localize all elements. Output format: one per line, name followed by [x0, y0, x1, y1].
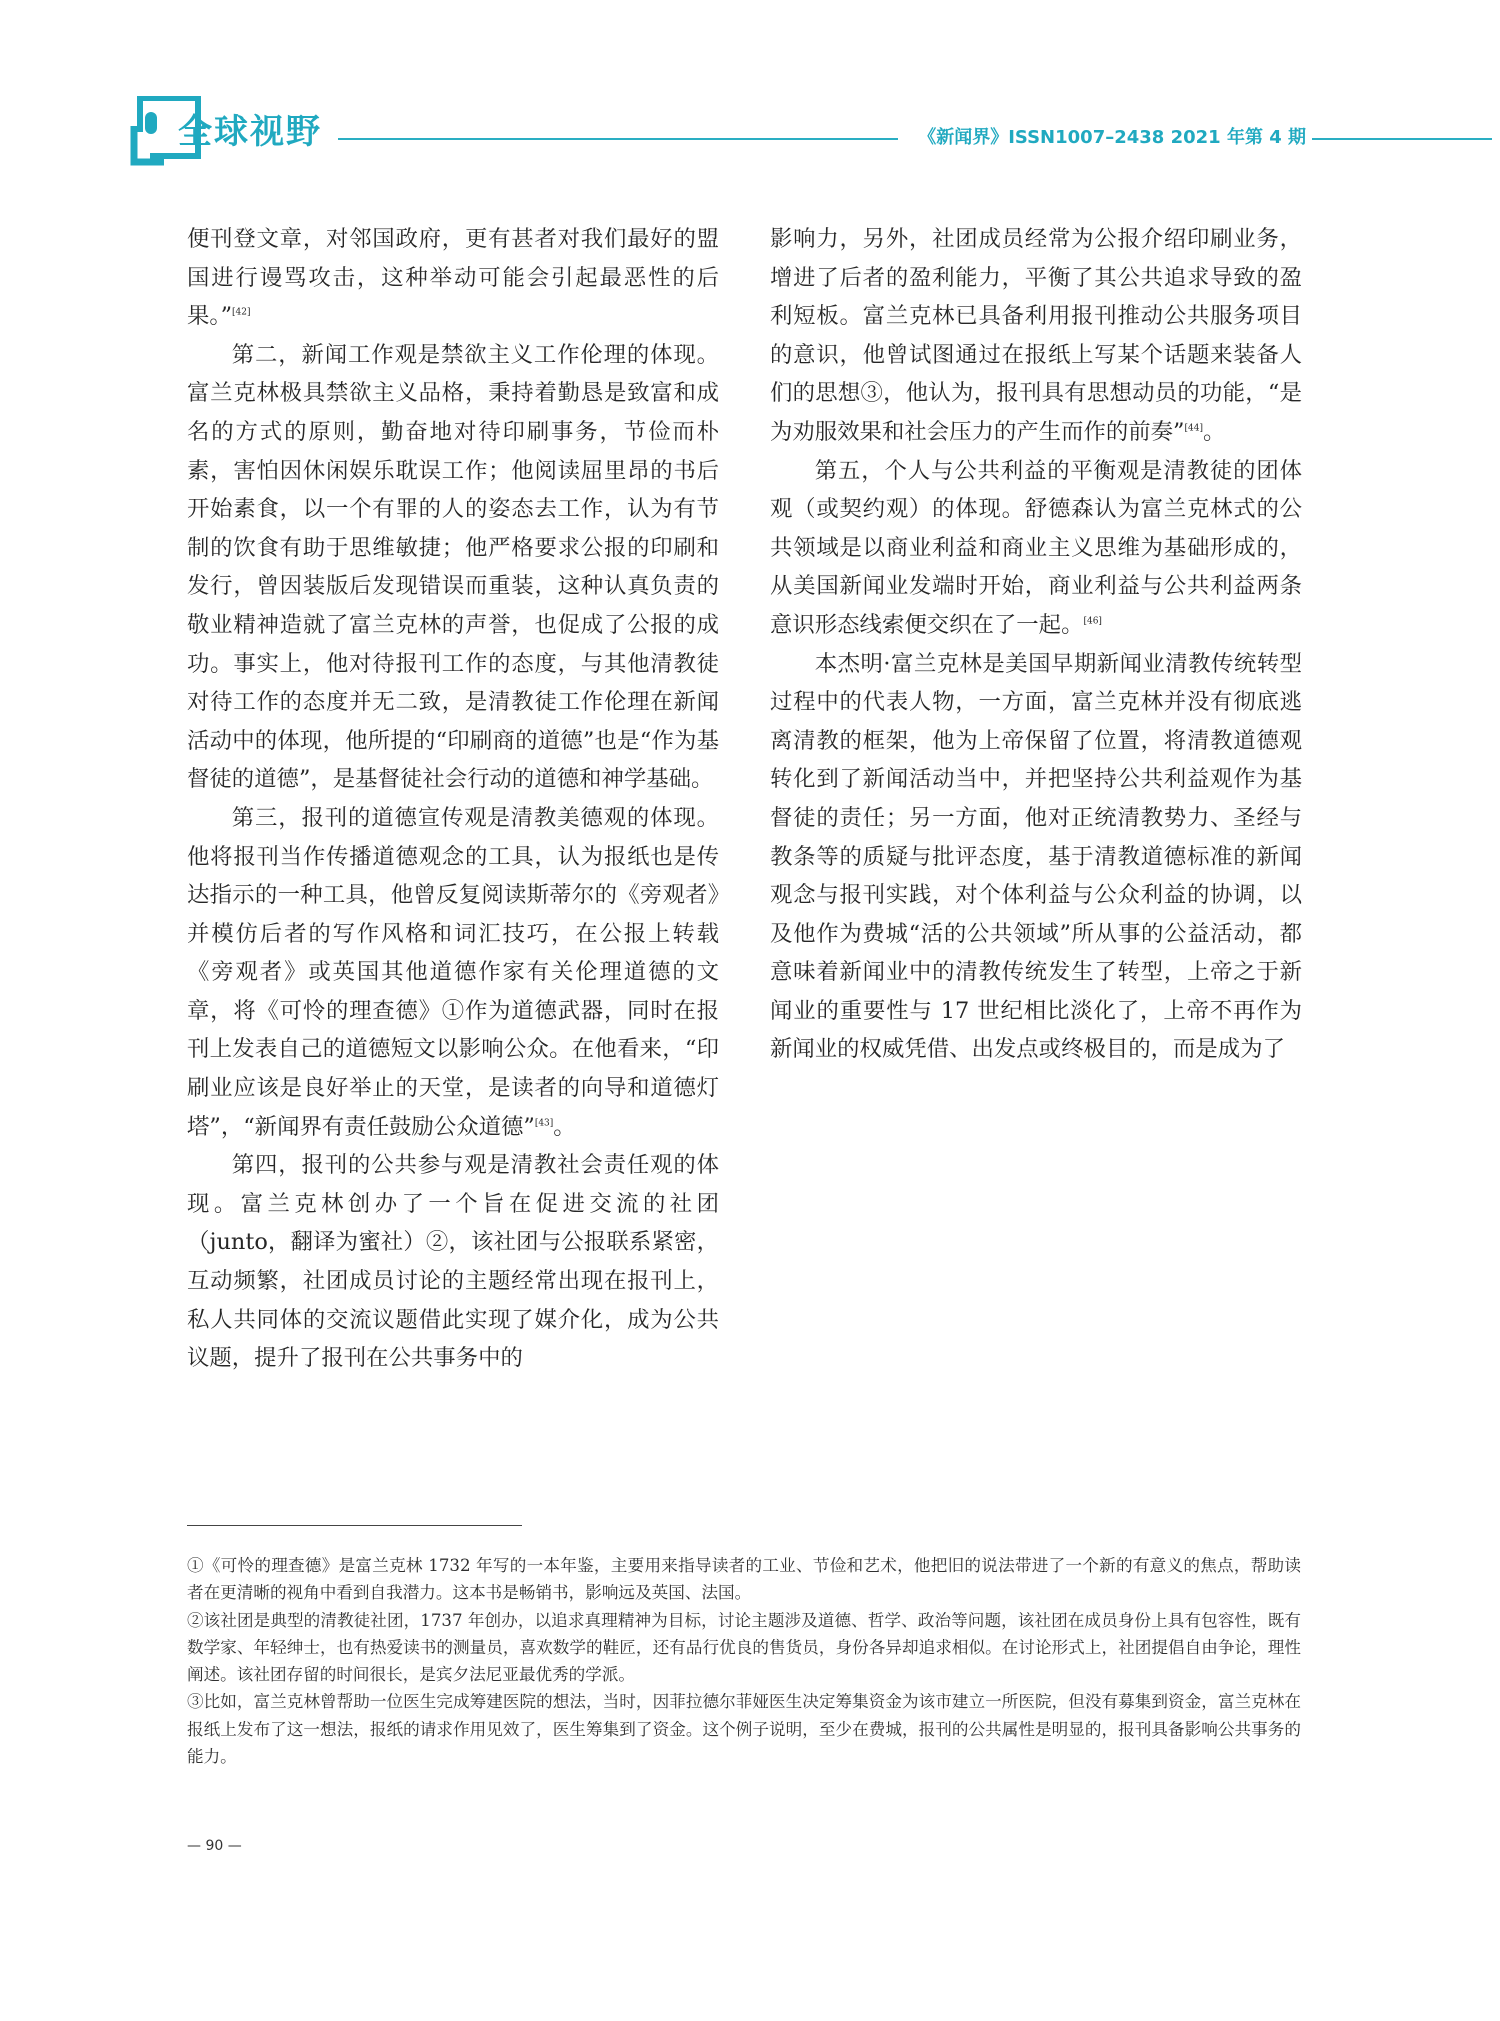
paragraph: 本杰明·富兰克林是美国早期新闻业清教传统转型过程中的代表人物，一方面，富兰克林并没有彻底逃离清教的框架，他为上帝保留了位置，将清教道德观转化到了新闻活动当中，并把坚持公共利益观作为基督徒的责任；另一方面，他对正统清教势力、圣经与教条等的质疑与批评态度，基于清教道德标准的新闻观念与报刊实践，对个体利益与公众利益的协调，以及他作为费城“活的公共领域”所从事的公益活动，都意味着新闻业中的清教传统发生了转型，上帝之于新闻业的重要性与 17 世纪相比淡化了，上帝不再作为新闻业的权威凭借、出发点或终极目的，而是成为了 — [770, 650, 1302, 1063]
footnote: ③比如，富兰克林曾帮助一位医生完成筹建医院的想法，当时，因菲拉德尔菲娅医生决定筹集资金为该市建立一所医院，但没有募集到资金，富兰克林在报纸上发布了这一想法，报纸的请求作用见效了，医生筹集到了资金。这个例子说明，至少在费城，报刊的公共属性是明显的，报刊具备影响公共事务的能力。 — [187, 1692, 1301, 1767]
paragraph: 第三，报刊的道德宣传观是清教美德观的体现。他将报刊当作传播道德观念的工具，认为报纸也是传达指示的一种工具，他曾反复阅读斯蒂尔的《旁观者》并模仿后者的写作风格和词汇技巧，在公报上转载《旁观者》或英国其他道德作家有关伦理道德的文章，将《可怜的理查德》①作为道德武器，同时在报刊上发表自己的道德短文以影响公众。在他看来，“印刷业应该是良好举止的天堂，是读者的向导和道德灯塔”，“新闻界有责任鼓励公众道德”[43]。 — [187, 804, 719, 1140]
page-number: — 90 — — [187, 1838, 242, 1854]
paragraph: 第五，个人与公共利益的平衡观是清教徒的团体观（或契约观）的体现。舒德森认为富兰克林式的公共领域是以商业利益和商业主义思维为基础形成的，从美国新闻业发端时开始，商业利益与公共利益两条意识形态线索便交织在了一起。[46] — [770, 457, 1302, 638]
journal-info: 《新闻界》ISSN1007–2438 2021 年第 4 期 — [918, 127, 1306, 148]
citation-ref: [44] — [1184, 423, 1203, 434]
footnotes — [187, 1552, 1301, 1770]
paragraph: 影响力，另外，社团成员经常为公报介绍印刷业务，增进了后者的盈利能力，平衡了其公共追求导致的盈利短板。富兰克林已具备利用报刊推动公共服务项目的意识，他曾试图通过在报纸上写某个话题来装备人们的思想③，他认为，报刊具有思想动员的功能，“是为劝服效果和社会压力的产生而作的前奏”[44]。 — [770, 226, 1302, 445]
citation-ref: [43] — [534, 1118, 554, 1129]
citation-ref: [42] — [232, 307, 251, 318]
section-label: 全球视野 — [178, 112, 322, 152]
left-column — [187, 220, 719, 1378]
paragraph: 第二，新闻工作观是禁欲主义工作伦理的体现。富兰克林极具禁欲主义品格，秉持着勤恳是致富和成名的方式的原则，勤奋地对待印刷事务，节俭而朴素，害怕因休闲娱乐耽误工作；他阅读屈里昂的书后开始素食，以一个有罪的人的姿态去工作，认为有节制的饮食有助于思维敏捷；他严格要求公报的印刷和发行，曾因装版后发现错误而重装，这种认真负责的敬业精神造就了富兰克林的声誉，也促成了公报的成功。事实上，他对待报刊工作的态度，与其他清教徒对待工作的态度并无二致，是清教徒工作伦理在新闻活动中的体现，他所提的“印刷商的道德”也是“作为基督徒的道德”，是基督徒社会行动的道德和神学基础。 — [187, 341, 719, 793]
citation-ref: [46] — [1083, 616, 1102, 627]
right-column — [770, 220, 1302, 1069]
paragraph: 便刊登文章，对邻国政府，更有甚者对我们最好的盟国进行谩骂攻击，这种举动可能会引起最恶性的后果。”[42] — [187, 226, 719, 330]
header-rule-right — [1312, 138, 1492, 140]
header-rule-left — [338, 138, 898, 140]
footnote-divider — [187, 1525, 522, 1526]
paragraph: 第四，报刊的公共参与观是清教社会责任观的体现。富兰克林创办了一个旨在促进交流的社团（junto，翻译为蜜社）②，该社团与公报联系紧密，互动频繁，社团成员讨论的主题经常出现在报刊上，私人共同体的交流议题借此实现了媒介化，成为公共议题，提升了报刊在公共事务中的 — [187, 1152, 719, 1372]
footnote: ②该社团是典型的清教徒社团，1737 年创办，以追求真理精神为目标，讨论主题涉及道德、哲学、政治等问题，该社团在成员身份上具有包容性，既有数学家、年轻绅士，也有热爱读书的测量员，喜欢数学的鞋匠，还有品行优良的售货员，身份各异却追求相似。在讨论形式上，社团提倡自由争论，理性阐述。该社团存留的时间很长，是宾夕法尼亚最优秀的学派。 — [187, 1610, 1301, 1685]
footnote: ①《可怜的理查德》是富兰克林 1732 年写的一本年鉴，主要用来指导读者的工业、节俭和艺术，他把旧的说法带进了一个新的有意义的焦点，帮助读者在更清晰的视角中看到自我潜力。这本书是畅销书，影响远及英国、法国。 — [187, 1556, 1301, 1603]
